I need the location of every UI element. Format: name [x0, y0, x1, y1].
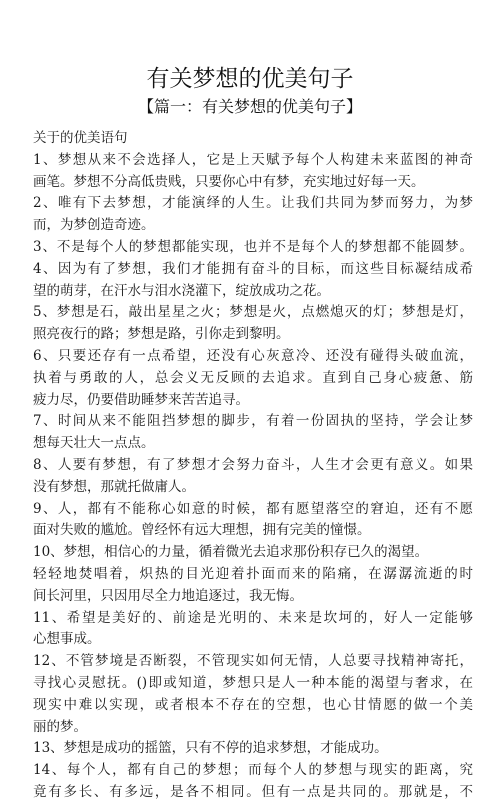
text-line: 5、梦想是石，敲出星星之火；梦想是火，点燃熄灭的灯；梦想是灯，: [33, 304, 473, 321]
document-body: [33, 128, 473, 804]
text-line: 2、唯有下去梦想，才能演绎的人生。让我们共同为梦而努力，为梦: [33, 195, 473, 212]
text-line: 竟有多长、有多远，是各不相同。但有一点是共同的。那就是，不: [33, 783, 473, 800]
text-line: 想每天壮大一点点。: [33, 435, 155, 452]
text-line: 13、梦想是成功的摇篮，只有不停的追求梦想，才能成功。: [33, 740, 388, 757]
text-line: 间长河里，只因用尽全力地追逐过，我无悔。: [33, 587, 303, 604]
text-line: 丽的梦。: [33, 718, 87, 735]
body-lines: [33, 150, 473, 804]
text-line: 轻轻地焚唱着，炽热的目光迎着扑面而来的陷痛，在潺潺流逝的时: [33, 565, 473, 582]
text-line: 画笔。梦想不分高低贵贱，只要你心中有梦，充实地过好每一天。: [33, 173, 425, 190]
text-line: 1、梦想从来不会选择人，它是上天赋予每个人构建未来蓝图的神奇: [33, 151, 473, 168]
text-line: 12、不管梦境是否断裂，不管现实如何无情，人总要寻找精神寄托，: [33, 653, 473, 670]
text-line: 照亮夜行的路；梦想是路，引你走到黎明。: [33, 326, 290, 343]
text-line: 望的萌芽，在汗水与泪水浇灌下，绽放成功之花。: [33, 282, 330, 299]
document-title: 有关梦想的优美句子: [146, 66, 354, 92]
text-line: 而，为梦创造奇迹。: [33, 217, 155, 234]
text-line: 面对失败的尴尬。曾经怀有远大理想，拥有完美的憧憬。: [33, 522, 371, 539]
text-line: 9、人，都有不能称心如意的时候，都有愿望落空的窘迫，还有不愿: [33, 500, 473, 517]
section-label: 关于的优美语句: [33, 130, 128, 146]
text-line: 14、每个人，都有自己的梦想；而每个人的梦想与现实的距离，究: [33, 762, 473, 779]
text-line: 4、因为有了梦想，我们才能拥有奋斗的目标，而这些目标凝结成希: [33, 260, 473, 277]
text-line: 执着与勇敢的人，总会义无反顾的去追求。直到自己身心疲惫、筋: [33, 369, 473, 386]
text-line: 10、梦想，相信心的力量，循着微光去追求那份积存已久的渴望。: [33, 544, 429, 561]
section-heading: 【篇一：有关梦想的优美句子】: [137, 97, 362, 116]
text-line: 8、人要有梦想，有了梦想才会努力奋斗，人生才会更有意义。如果: [33, 456, 473, 473]
text-line: 没有梦想，那就托做庸人。: [33, 478, 195, 495]
text-line: 7、时间从来不能阻挡梦想的脚步，有着一份固执的坚持，学会让梦: [33, 413, 473, 430]
text-line: 现实中难以实现，或者根本不存在的空想，也心甘情愿的做一个美: [33, 696, 473, 713]
text-line: 3、不是每个人的梦想都能实现，也并不是每个人的梦想都不能圆梦。: [33, 238, 473, 255]
text-line: 11、希望是美好的、前途是光明的、未来是坎坷的，好人一定能够: [33, 609, 473, 626]
text-line: 心想事成。: [33, 631, 101, 648]
text-line: 6、只要还存有一点希望，还没有心灰意冷、还没有碰得头破血流，: [33, 347, 473, 364]
text-line: 疲力尽，仍要借助睡梦来苦苦追寻。: [33, 391, 249, 408]
text-line: 寻找心灵慰抚。()即或知道，梦想只是人一种本能的渴望与奢求，在: [33, 674, 473, 691]
